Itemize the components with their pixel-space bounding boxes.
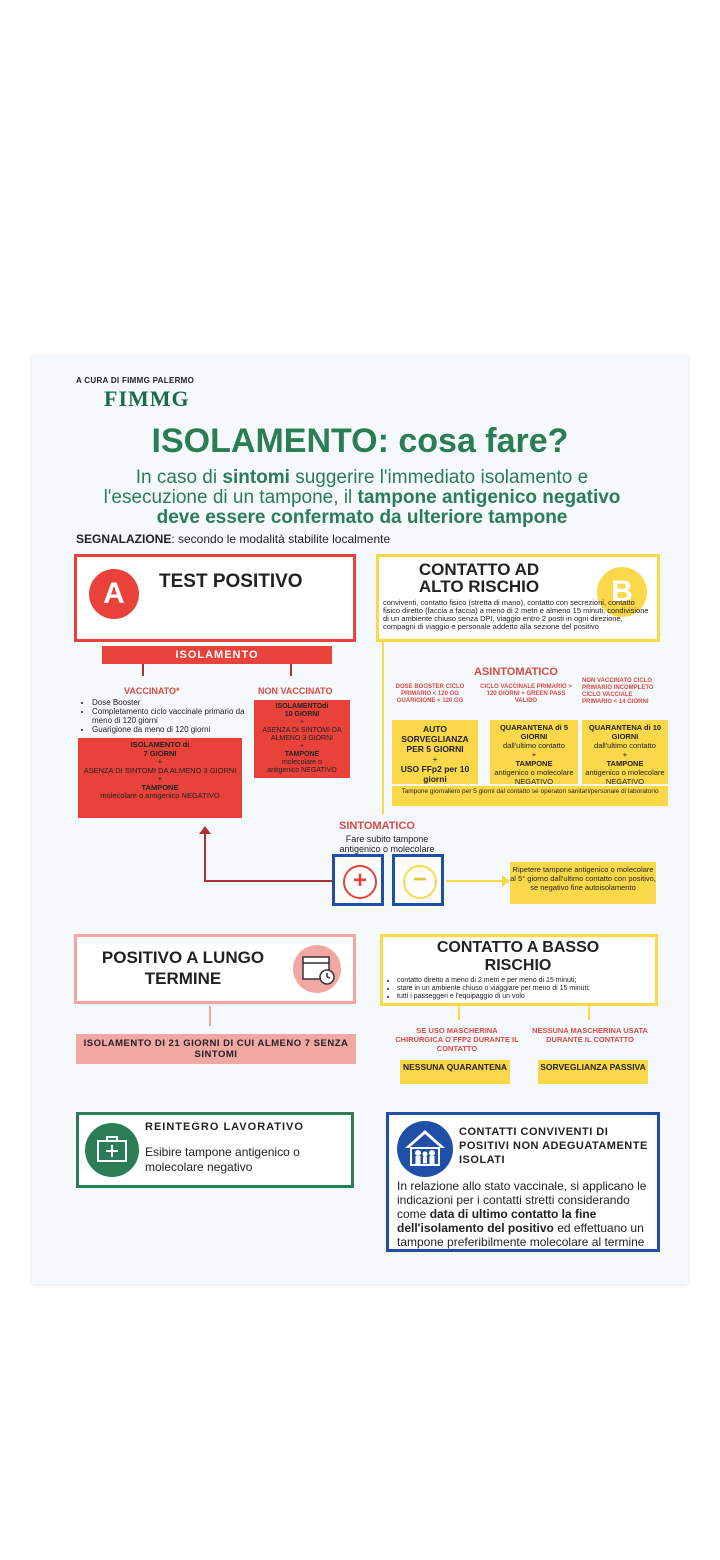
col3-line: QUARANTENA di 10 GIORNI: [588, 723, 662, 741]
vaccinato-line: +: [157, 774, 163, 783]
contatto-basso-title: CONTATTO A BASSO RISCHIO: [436, 939, 600, 974]
sorveglianza-passiva-box: SORVEGLIANZA PASSIVA: [538, 1060, 648, 1084]
col3-line: dall'ultimo contatto: [594, 741, 656, 750]
operatori-note: Tampone giornaliero per 5 giorni dal contatto se operatori sanitari/personale di laboratorio: [392, 786, 668, 806]
asintomatico-heading: ASINTOMATICO: [474, 666, 558, 678]
red-return-line-v: [204, 832, 206, 882]
cond-col-2: CICLO VACCINALE PRIMARIO > 120 GIORNI + GREEN PASS VALIDO: [480, 684, 572, 704]
credit-line: A CURA DI FIMMG PALERMO: [76, 376, 195, 385]
positivo-lungo-title: POSITIVO A LUNGO TERMINE: [101, 948, 265, 988]
reintegro-title: REINTEGRO LAVORATIVO: [145, 1121, 304, 1133]
yellow-connector: [382, 642, 384, 814]
vaccinato-heading: VACCINATO*: [124, 686, 180, 696]
cond-col-3: NON VACCINATO CICLO PRIMARIO INCOMPLETO CICLO VACCIALE PRIMARIO < 14 GIORNI: [582, 678, 654, 705]
fimmg-logo: FIMMG: [104, 386, 190, 411]
vaccinato-bullet: • Dose Booster: [92, 698, 264, 707]
result-col-2: [490, 720, 578, 784]
non-vaccinato-line: +: [299, 719, 305, 726]
briefcase-medical-icon: [85, 1123, 139, 1177]
isolamento-21-box: ISOLAMENTO DI 21 GIORNI DI CUI ALMENO 7 SENZA SINTOMI: [76, 1034, 356, 1064]
minus-circle-icon: −: [403, 865, 437, 899]
basso-cond-right: NESSUNA MASCHERINA USATA DURANTE IL CONTATTO: [532, 1026, 648, 1044]
contatto-alto-box: [376, 554, 660, 642]
non-vaccinato-line: ISOLAMENTOdi: [275, 703, 329, 710]
basso-bullet: • tutti i passeggeri e l'equipaggio di un volo: [397, 993, 667, 1001]
isolamento-bar: ISOLAMENTO: [102, 646, 332, 664]
contatto-basso-box: [380, 934, 658, 1006]
arrow-vaccinato: [142, 664, 144, 676]
result-col-3: [582, 720, 668, 784]
basso-bullet: • stare in un ambiente chiuso o viaggiare per meno di 15 minuti;: [397, 985, 667, 993]
vaccinato-bullet: • Completamento ciclo vaccinale primario da meno di 120 giorni: [92, 707, 264, 725]
col3-line: +: [622, 750, 628, 759]
plus-circle-icon: +: [343, 865, 377, 899]
col1-line: AUTO SORVEGLIANZA PER 5 GIORNI: [401, 724, 469, 754]
test-positivo-box: [74, 554, 356, 642]
conviventi-text: In relazione allo stato vaccinale, si applicano le indicazioni per i contatti stretti considerando come data di ultimo contatto la fine dell'isolamento del positivo ed effettuano un tampone preferibilmente molecolare al termine: [397, 1179, 647, 1249]
result-col-1: [392, 720, 478, 784]
pink-connector: [209, 1006, 211, 1026]
contatto-alto-desc: conviventi, contatto fisico (stretta di mano), contatto con secrezioni, contatto fisico diretto (faccia a faccia) a meno di 2 metri e almeno 15 minuti, condivisione di un ambiente chiuso senza DPI, viaggio entro 2 posti in ogni direzione, compagni di viaggio e personale addetto alla sezione del positivo: [383, 598, 649, 631]
non-vaccinato-line: 10 GIORNI: [284, 711, 320, 718]
conviventi-title: CONTATTI CONVIVENTI DI POSITIVI NON ADEGUATAMENTE ISOLATI: [459, 1126, 648, 1166]
family-house-icon: [397, 1121, 453, 1177]
vaccinato-line: 7 GIORNI: [143, 748, 177, 758]
col2-line: dall'ultimo contatto: [503, 741, 565, 750]
vaccinato-line: +: [157, 757, 163, 766]
vaccinato-line: TAMPONE: [141, 782, 179, 792]
col2-line: TAMPONE: [515, 759, 553, 768]
contatto-alto-title: CONTATTO AD ALTO RISCHIO: [418, 560, 540, 596]
sintomatico-heading: SINTOMATICO: [339, 820, 415, 832]
non-vaccinato-line: +: [299, 743, 305, 750]
red-arrowhead: [199, 826, 211, 834]
col1-line: USO FFp2 per 10 giorni: [400, 764, 470, 784]
col2-line: antigenico o molecolare NEGATIVO: [494, 768, 574, 786]
reintegro-box: [76, 1112, 354, 1188]
segnalazione: SEGNALAZIONE: secondo le modalità stabilite localmente: [76, 532, 391, 546]
vaccinato-line: ISOLAMENTO di: [130, 740, 190, 749]
col3-line: TAMPONE: [606, 759, 644, 768]
col2-line: QUARANTENA di 5 GIORNI: [499, 723, 569, 741]
col1-line: +: [432, 754, 438, 764]
badge-b: B: [597, 567, 647, 617]
conviventi-box: [386, 1112, 660, 1252]
col3-line: antigenico o molecolare NEGATIVO: [585, 768, 665, 786]
basso-connector-right: [588, 1006, 590, 1020]
cond-col-1: DOSE BOOSTER CICLO PRIMARIO < 120 GG GUARIGIONE < 120 GG: [395, 684, 465, 704]
positive-result-box: [332, 854, 384, 906]
vaccinato-line: molecolare o antigenico NEGATIVO: [100, 791, 220, 800]
red-return-line-h: [204, 880, 332, 882]
test-positivo-title: TEST POSITIVO: [159, 571, 303, 592]
positivo-lungo-box: [74, 934, 356, 1004]
basso-connector-left: [458, 1006, 460, 1020]
non-vaccinato-line: ASENZA DI SINTOMI DA ALMENO 3 GIORNI: [262, 727, 342, 742]
contatto-basso-bullets: [385, 977, 667, 1001]
basso-cond-left: SE USO MASCHERINA CHIRURGICA O FFP2 DURANTE IL CONTATTO: [395, 1026, 519, 1053]
yellow-arrowhead: [502, 875, 510, 887]
basso-bullet: • contatto diretto a meno di 2 metri e per meno di 15 minuti;: [397, 977, 667, 985]
sintomatico-sub: Fare subito tampone antigenico o molecolare: [339, 834, 435, 854]
vaccinato-bullets: [80, 698, 264, 734]
arrow-non-vaccinato: [290, 664, 292, 676]
yellow-arrow-line: [446, 880, 506, 882]
col2-line: +: [531, 750, 537, 759]
page-title: ISOLAMENTO: cosa fare?: [151, 422, 569, 460]
infographic-card: [32, 356, 688, 1284]
vaccinato-line: ASENZA DI SINTOMI DA ALMENO 3 GIORNI: [83, 765, 237, 775]
calendar-clock-icon: [293, 945, 341, 993]
vaccinato-bullet: • Guarigione da meno di 120 giorni: [92, 725, 264, 734]
non-vaccinato-line: antigenico NEGATIVO: [267, 767, 337, 774]
intro-text: In caso di sintomi suggerire l'immediato isolamento e l'esecuzione di un tampone, il tampone antigenico negativo deve essere confermato da ulteriore tampone: [103, 467, 621, 528]
reintegro-text: Esibire tampone antigenico o molecolare negativo: [145, 1145, 300, 1174]
non-vaccinato-line: TAMPONE: [284, 751, 320, 758]
non-vaccinato-result-box: [254, 700, 350, 778]
vaccinato-result-box: [78, 738, 242, 818]
negative-result-box: [392, 854, 444, 906]
non-vaccinato-heading: NON VACCINATO: [258, 686, 333, 696]
repeat-test-box: Ripetere tampone antigenico o molecolare al 5° giorno dall'ultimo contatto con positivo, se negativo fine autoisolamento: [510, 862, 656, 904]
non-vaccinato-line: molecolare o: [281, 759, 323, 766]
nessuna-quarantena-box: NESSUNA QUARANTENA: [400, 1060, 510, 1084]
badge-a: A: [89, 569, 139, 619]
